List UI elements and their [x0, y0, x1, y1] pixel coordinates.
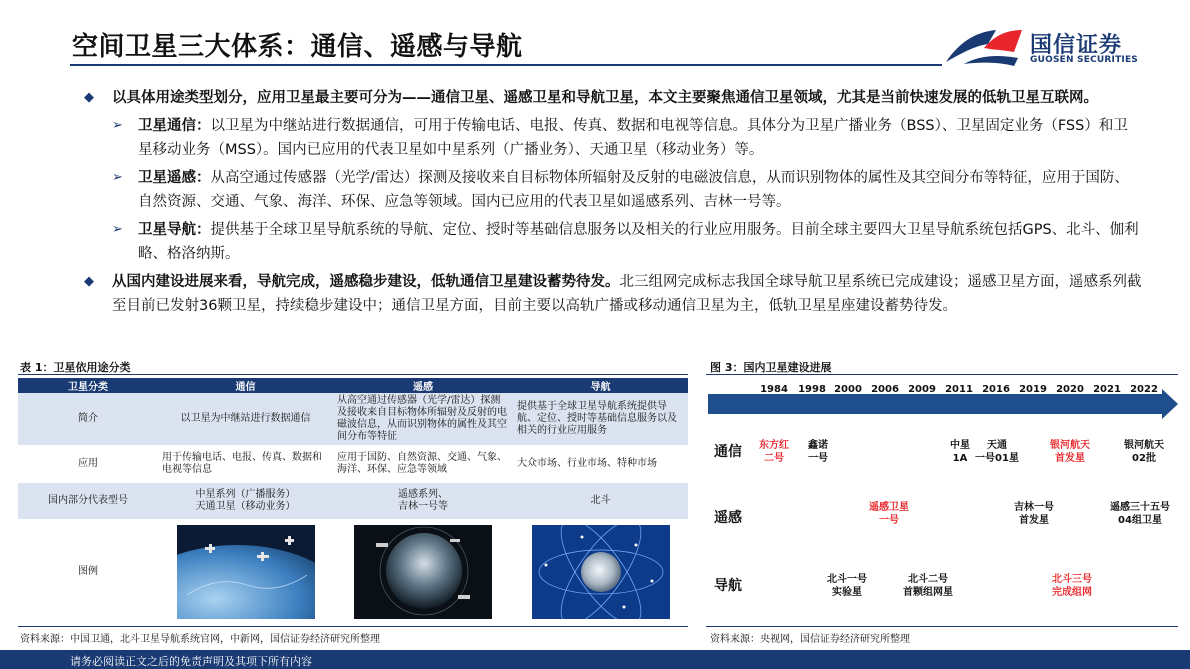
- timeline-item-nav: 首颗组网星: [903, 587, 953, 598]
- sub-bullet-comm-text: 以卫星为中继站进行数据通信，可用于传输电话、电报、传真、数据和电视等信息。具体分为卫星广播业务（BSS）、卫星固定业务（FSS）和卫星移动业务（MSS）。国内已应用的代表卫星如中星系列（广播业务）、天通卫星（移动业务）等。: [138, 118, 1128, 158]
- timeline-item-comm: 一号: [808, 453, 828, 464]
- timeline-year: 2006: [871, 384, 899, 395]
- sub-bullet-comm: [82, 114, 1142, 162]
- timeline-row-label: 通信: [714, 444, 742, 460]
- table-source-rule: [18, 626, 688, 627]
- timeline-year: 1998: [798, 384, 826, 395]
- timeline-item-comm: 首发星: [1055, 453, 1085, 464]
- timeline-item-nav: 北斗二号: [908, 574, 948, 585]
- timeline-year: 2016: [982, 384, 1010, 395]
- timeline-caption: 图 3：国内卫星建设进展: [710, 361, 832, 374]
- logo-text-cn: 国信证券: [1030, 33, 1123, 58]
- nav-satellite-image: [513, 519, 688, 625]
- guosen-logo-icon: [944, 22, 1024, 70]
- arrow-bullet-icon: ➢: [112, 118, 123, 133]
- page-footer: [0, 650, 1190, 669]
- timeline-item-rs: 首发星: [1019, 515, 1049, 526]
- timeline-year: 2011: [945, 384, 973, 395]
- bullet-1: [82, 86, 1142, 110]
- construction-timeline: [708, 370, 1178, 625]
- timeline-item-rs: 遥感卫星: [869, 502, 909, 513]
- timeline-item-comm: 02批: [1132, 453, 1156, 464]
- arrow-bullet-icon: ➢: [112, 222, 123, 237]
- sub-bullet-rs-lead: 卫星遥感：: [138, 170, 211, 186]
- bullet-2: [82, 270, 1142, 318]
- page-header: [0, 0, 1190, 70]
- timeline-year: 2000: [834, 384, 862, 395]
- guosen-logo: [944, 22, 1144, 70]
- timeline-item-comm: 天通: [987, 440, 1007, 451]
- sub-bullet-comm-lead: 卫星通信：: [138, 118, 211, 134]
- table-header-cell: 卫星分类: [68, 382, 108, 393]
- footer-disclaimer: 请务必阅读正文之后的免责声明及其项下所有内容: [70, 655, 312, 668]
- sub-bullet-rs: [82, 166, 1142, 214]
- table-cell: 从高空通过传感器（光学/雷达）探测及接收来自目标物体所辐射及反射的电磁波信息，从而识别物体的属性及其空间分布等特征: [337, 395, 507, 442]
- timeline-year: 2022: [1130, 384, 1158, 395]
- timeline-year: 2021: [1093, 384, 1121, 395]
- timeline-item-comm: 鑫诺: [808, 440, 828, 451]
- table-cell: 以卫星为中继站进行数据通信: [180, 413, 311, 424]
- table-cell: 遥感系列、 吉林一号等: [398, 489, 448, 512]
- comm-satellite-image: [158, 519, 333, 625]
- table-cell: 提供基于全球卫星导航系统提供导航、定位、授时等基础信息服务以及相关的行业应用服务: [517, 401, 677, 436]
- timeline-item-rs: 吉林一号: [1014, 502, 1054, 513]
- timeline-item-comm: 东方红: [759, 440, 789, 451]
- table-cell: 应用于国防、自然资源、交通、气象、海洋、环保、应急等领域: [337, 452, 507, 475]
- timeline-item-comm: 二号: [764, 453, 784, 464]
- timeline-item-rs: 04组卫星: [1118, 515, 1162, 526]
- table-cell: 简介: [78, 413, 98, 424]
- table-header-cell: 遥感: [413, 382, 433, 393]
- body-text: [82, 86, 1142, 318]
- beidou-constellation-image: [532, 525, 670, 619]
- timeline-item-nav: 北斗三号: [1052, 574, 1092, 585]
- logo-text-en: GUOSEN SECURITIES: [1030, 55, 1138, 65]
- table-header-cell: 导航: [590, 382, 611, 393]
- sub-bullet-nav-lead: 卫星导航：: [138, 222, 211, 238]
- table-row: [18, 393, 688, 445]
- timeline-year: 1984: [760, 384, 788, 395]
- earth-satellites-image: [177, 525, 315, 619]
- table-caption: 表 1：卫星依用途分类: [20, 361, 131, 374]
- timeline-item-rs: 一号: [879, 515, 899, 526]
- timeline-item-nav: 实验星: [832, 587, 862, 598]
- sub-bullet-nav: [82, 218, 1142, 266]
- title-underline: [70, 64, 942, 66]
- table-cell: 用于传输电话、电报、传真、数据和电视等信息: [162, 452, 322, 475]
- table-caption-rule: [18, 374, 688, 375]
- table-row: [18, 519, 688, 625]
- diamond-bullet-icon: ◆: [84, 274, 94, 289]
- timeline-year: 2009: [908, 384, 936, 395]
- timeline-item-comm: 中星: [950, 440, 970, 451]
- table-row: [18, 445, 688, 483]
- timeline-item-nav: 完成组网: [1052, 587, 1092, 598]
- table-cell: 国内部分代表型号: [48, 495, 128, 506]
- table-source: 资料来源：中国卫通，北斗卫星导航系统官网，中新网，国信证券经济研究所整理: [20, 634, 380, 645]
- timeline-source: 资料来源：央视网，国信证券经济研究所整理: [710, 634, 910, 645]
- table-header-cell: 通信: [235, 382, 256, 393]
- table-cell: 大众市场、行业市场、特种市场: [517, 458, 657, 469]
- timeline-item-comm: 银河航天: [1050, 440, 1090, 451]
- sub-bullet-nav-text: 提供基于全球卫星导航系统的导航、定位、授时等基础信息服务以及相关的行业应用服务。目前全球主要四大卫星导航系统包括GPS、北斗、伽利略、格洛纳斯。: [138, 222, 1139, 262]
- timeline-item-comm: 一号01星: [975, 453, 1019, 464]
- timeline-source-rule: [706, 626, 1178, 627]
- table-header-row: [18, 378, 688, 393]
- remote-sensing-satellite-image: [354, 525, 492, 619]
- timeline-item-nav: 北斗一号: [827, 574, 867, 585]
- table-cell: 北斗: [590, 495, 611, 506]
- bullet-2-text: 北三组网完成标志我国全球导航卫星系统已完成建设；遥感卫星方面，遥感系列截至目前已发射36颗卫星，持续稳步建设中；通信卫星方面，目前主要以高轨广播或移动通信卫星为主，低轨卫星星座建设蓄势待发。: [112, 274, 1142, 314]
- page-title: 空间卫星三大体系：通信、遥感与导航: [72, 32, 523, 62]
- table-cell: 中星系列（广播服务） 天通卫星（移动业务）: [195, 489, 296, 512]
- satellite-classification-table: [18, 378, 688, 625]
- sub-bullet-rs-text: 从高空通过传感器（光学/雷达）探测及接收来自目标物体所辐射及反射的电磁波信息，从而识别物体的属性及其空间分布等特征，应用于国防、自然资源、交通、气象、海洋、环保、应急等领域。国内已应用的代表卫星如遥感系列、吉林一号等。: [138, 170, 1129, 210]
- timeline-item-rs: 遥感三十五号: [1110, 502, 1170, 513]
- rs-satellite-image: [333, 519, 513, 625]
- timeline-item-comm: 1A: [952, 453, 968, 464]
- bullet-1-text: 以具体用途类型划分，应用卫星最主要可分为——通信卫星、遥感卫星和导航卫星，本文主要聚焦通信卫星领域，尤其是当前快速发展的低轨卫星互联网。: [112, 90, 1098, 106]
- arrow-bullet-icon: ➢: [112, 170, 123, 185]
- table-cell: 图例: [78, 566, 98, 577]
- timeline-row-label: 导航: [714, 578, 742, 594]
- table-row: [18, 483, 688, 519]
- timeline-item-comm: 银河航天: [1124, 440, 1164, 451]
- timeline-row-label: 遥感: [714, 510, 742, 526]
- timeline-year: 2020: [1056, 384, 1084, 395]
- diamond-bullet-icon: ◆: [84, 90, 94, 105]
- bullet-2-lead: 从国内建设进展来看，导航完成，遥感稳步建设，低轨通信卫星建设蓄势待发。: [112, 274, 620, 290]
- table-cell: 应用: [78, 458, 98, 469]
- timeline-year: 2019: [1019, 384, 1047, 395]
